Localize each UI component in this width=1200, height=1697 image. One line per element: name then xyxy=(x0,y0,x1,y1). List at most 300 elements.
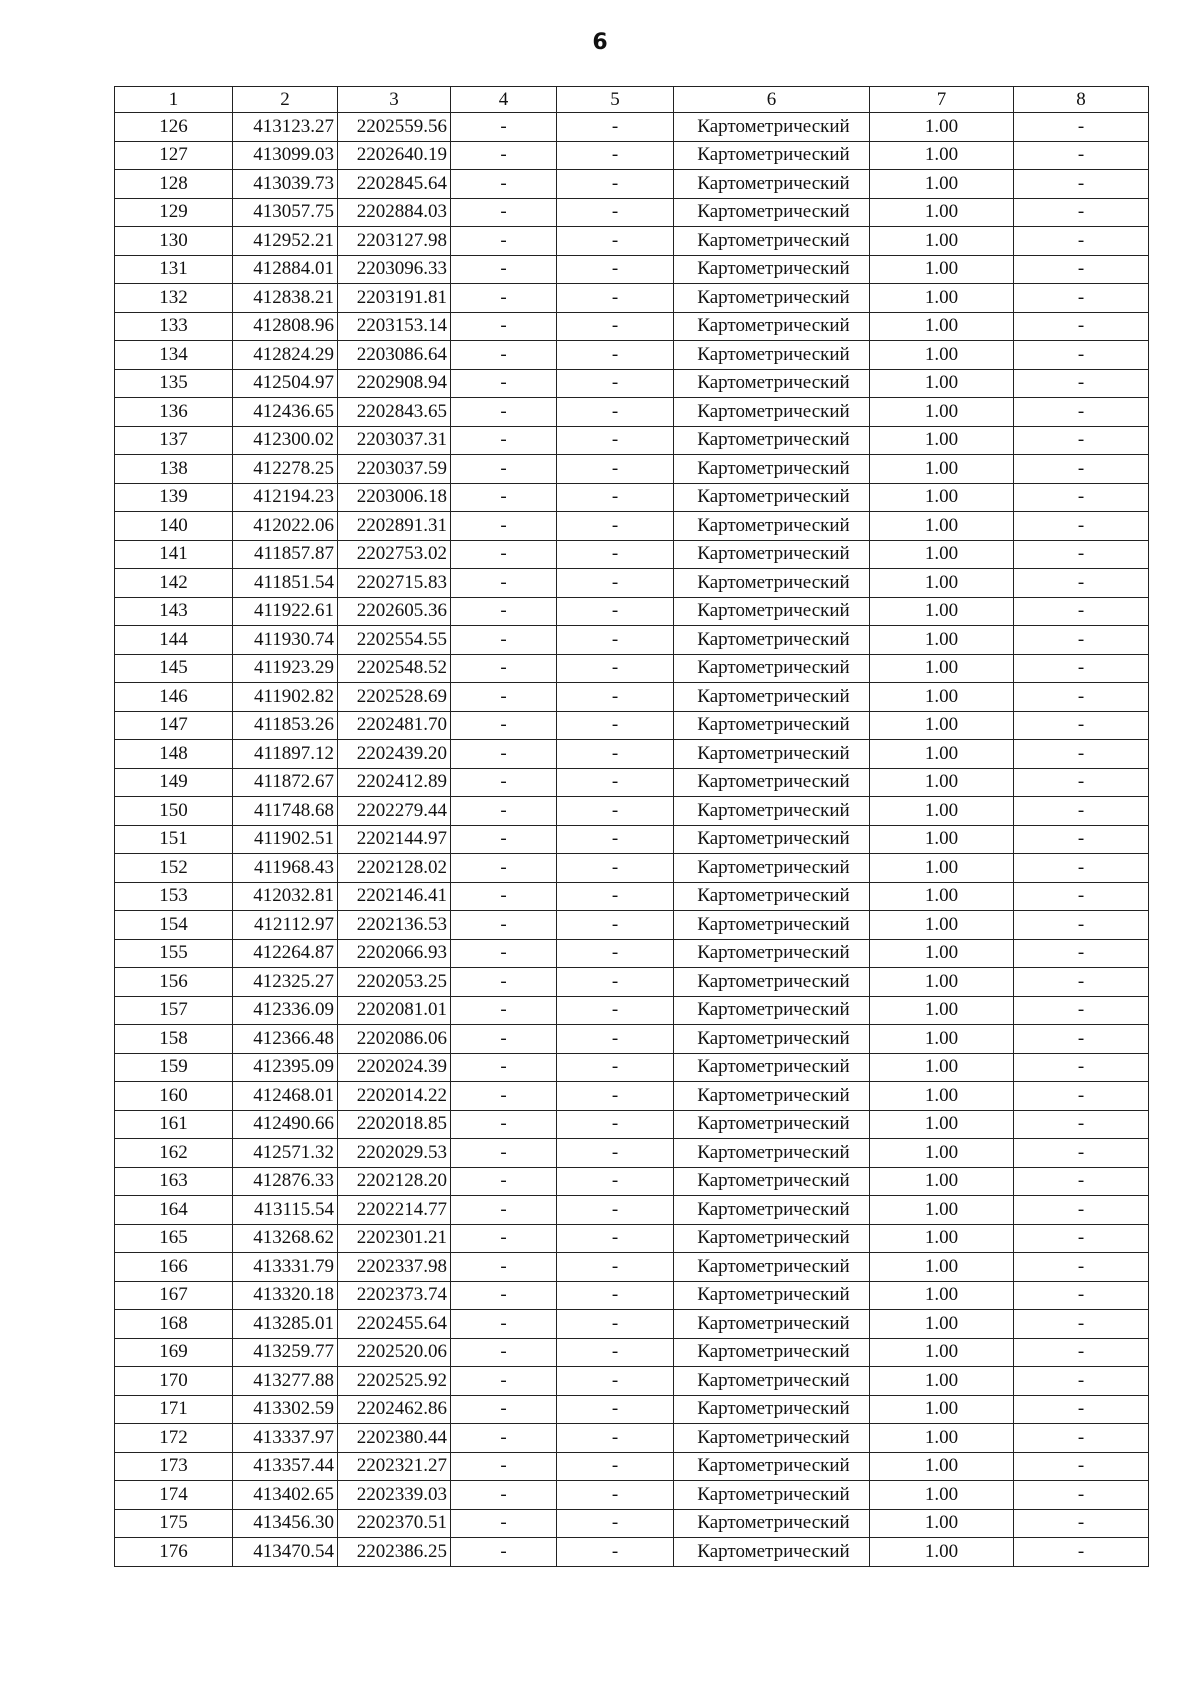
method-cell: Картометрический xyxy=(674,1310,870,1339)
y-coordinate-cell: 2202018.85 xyxy=(338,1110,451,1139)
method-cell: Картометрический xyxy=(674,227,870,256)
column-8-cell: - xyxy=(1014,113,1149,142)
table-row xyxy=(115,1338,1149,1367)
y-coordinate-cell: 2202373.74 xyxy=(338,1281,451,1310)
point-number-cell: 167 xyxy=(115,1281,233,1310)
coordinates-table xyxy=(114,86,1149,1567)
column-8-cell: - xyxy=(1014,882,1149,911)
point-number-cell: 138 xyxy=(115,455,233,484)
column-5-cell: - xyxy=(557,1338,674,1367)
x-coordinate-cell: 411902.51 xyxy=(233,825,338,854)
x-coordinate-cell: 411857.87 xyxy=(233,540,338,569)
y-coordinate-cell: 2202339.03 xyxy=(338,1481,451,1510)
accuracy-cell: 1.00 xyxy=(870,1253,1014,1282)
accuracy-cell: 1.00 xyxy=(870,455,1014,484)
x-coordinate-cell: 412490.66 xyxy=(233,1110,338,1139)
point-number-cell: 132 xyxy=(115,284,233,313)
column-4-cell: - xyxy=(451,540,557,569)
table-row xyxy=(115,1310,1149,1339)
y-coordinate-cell: 2202380.44 xyxy=(338,1424,451,1453)
column-8-cell: - xyxy=(1014,1310,1149,1339)
column-5-cell: - xyxy=(557,597,674,626)
accuracy-cell: 1.00 xyxy=(870,113,1014,142)
method-cell: Картометрический xyxy=(674,1338,870,1367)
column-8-cell: - xyxy=(1014,1224,1149,1253)
y-coordinate-cell: 2202146.41 xyxy=(338,882,451,911)
table-row xyxy=(115,768,1149,797)
column-8-cell: - xyxy=(1014,996,1149,1025)
point-number-cell: 147 xyxy=(115,711,233,740)
accuracy-cell: 1.00 xyxy=(870,141,1014,170)
column-5-cell: - xyxy=(557,626,674,655)
column-8-cell: - xyxy=(1014,284,1149,313)
method-cell: Картометрический xyxy=(674,1481,870,1510)
column-5-cell: - xyxy=(557,996,674,1025)
accuracy-cell: 1.00 xyxy=(870,1538,1014,1567)
method-cell: Картометрический xyxy=(674,540,870,569)
x-coordinate-cell: 412884.01 xyxy=(233,255,338,284)
point-number-cell: 157 xyxy=(115,996,233,1025)
accuracy-cell: 1.00 xyxy=(870,711,1014,740)
x-coordinate-cell: 411851.54 xyxy=(233,569,338,598)
column-5-cell: - xyxy=(557,369,674,398)
column-8-cell: - xyxy=(1014,198,1149,227)
method-cell: Картометрический xyxy=(674,597,870,626)
table-row xyxy=(115,1053,1149,1082)
point-number-cell: 144 xyxy=(115,626,233,655)
y-coordinate-cell: 2202605.36 xyxy=(338,597,451,626)
point-number-cell: 143 xyxy=(115,597,233,626)
column-4-cell: - xyxy=(451,597,557,626)
point-number-cell: 145 xyxy=(115,654,233,683)
y-coordinate-cell: 2202715.83 xyxy=(338,569,451,598)
y-coordinate-cell: 2202481.70 xyxy=(338,711,451,740)
column-5-cell: - xyxy=(557,1281,674,1310)
table-row xyxy=(115,540,1149,569)
point-number-cell: 148 xyxy=(115,740,233,769)
column-8-cell: - xyxy=(1014,1167,1149,1196)
method-cell: Картометрический xyxy=(674,939,870,968)
table-row xyxy=(115,1509,1149,1538)
column-4-cell: - xyxy=(451,1310,557,1339)
y-coordinate-cell: 2202891.31 xyxy=(338,512,451,541)
table-row xyxy=(115,911,1149,940)
table-row xyxy=(115,1281,1149,1310)
x-coordinate-cell: 412325.27 xyxy=(233,968,338,997)
accuracy-cell: 1.00 xyxy=(870,1196,1014,1225)
point-number-cell: 134 xyxy=(115,341,233,370)
column-8-cell: - xyxy=(1014,1082,1149,1111)
x-coordinate-cell: 413337.97 xyxy=(233,1424,338,1453)
x-coordinate-cell: 411968.43 xyxy=(233,854,338,883)
accuracy-cell: 1.00 xyxy=(870,1338,1014,1367)
point-number-cell: 139 xyxy=(115,483,233,512)
method-cell: Картометрический xyxy=(674,911,870,940)
x-coordinate-cell: 412366.48 xyxy=(233,1025,338,1054)
column-5-cell: - xyxy=(557,512,674,541)
column-8-cell: - xyxy=(1014,1395,1149,1424)
column-4-cell: - xyxy=(451,768,557,797)
column-8-cell: - xyxy=(1014,398,1149,427)
x-coordinate-cell: 411853.26 xyxy=(233,711,338,740)
method-cell: Картометрический xyxy=(674,341,870,370)
point-number-cell: 129 xyxy=(115,198,233,227)
column-header: 5 xyxy=(557,87,674,113)
y-coordinate-cell: 2202029.53 xyxy=(338,1139,451,1168)
table-row xyxy=(115,1025,1149,1054)
y-coordinate-cell: 2202024.39 xyxy=(338,1053,451,1082)
y-coordinate-cell: 2202086.06 xyxy=(338,1025,451,1054)
accuracy-cell: 1.00 xyxy=(870,1509,1014,1538)
column-8-cell: - xyxy=(1014,1509,1149,1538)
x-coordinate-cell: 412278.25 xyxy=(233,455,338,484)
accuracy-cell: 1.00 xyxy=(870,996,1014,1025)
y-coordinate-cell: 2202053.25 xyxy=(338,968,451,997)
accuracy-cell: 1.00 xyxy=(870,626,1014,655)
y-coordinate-cell: 2202525.92 xyxy=(338,1367,451,1396)
method-cell: Картометрический xyxy=(674,1139,870,1168)
x-coordinate-cell: 412436.65 xyxy=(233,398,338,427)
column-5-cell: - xyxy=(557,483,674,512)
table-row xyxy=(115,1395,1149,1424)
accuracy-cell: 1.00 xyxy=(870,1224,1014,1253)
column-5-cell: - xyxy=(557,939,674,968)
column-4-cell: - xyxy=(451,797,557,826)
x-coordinate-cell: 413320.18 xyxy=(233,1281,338,1310)
column-4-cell: - xyxy=(451,654,557,683)
point-number-cell: 150 xyxy=(115,797,233,826)
column-8-cell: - xyxy=(1014,312,1149,341)
table-row xyxy=(115,1082,1149,1111)
y-coordinate-cell: 2202439.20 xyxy=(338,740,451,769)
column-8-cell: - xyxy=(1014,1053,1149,1082)
column-8-cell: - xyxy=(1014,825,1149,854)
point-number-cell: 175 xyxy=(115,1509,233,1538)
x-coordinate-cell: 411872.67 xyxy=(233,768,338,797)
column-5-cell: - xyxy=(557,740,674,769)
point-number-cell: 135 xyxy=(115,369,233,398)
y-coordinate-cell: 2203153.14 xyxy=(338,312,451,341)
method-cell: Картометрический xyxy=(674,113,870,142)
accuracy-cell: 1.00 xyxy=(870,312,1014,341)
page-number: 6 xyxy=(592,30,608,55)
column-4-cell: - xyxy=(451,1367,557,1396)
column-4-cell: - xyxy=(451,1538,557,1567)
column-5-cell: - xyxy=(557,968,674,997)
point-number-cell: 158 xyxy=(115,1025,233,1054)
accuracy-cell: 1.00 xyxy=(870,227,1014,256)
method-cell: Картометрический xyxy=(674,426,870,455)
x-coordinate-cell: 413456.30 xyxy=(233,1509,338,1538)
accuracy-cell: 1.00 xyxy=(870,683,1014,712)
y-coordinate-cell: 2202845.64 xyxy=(338,170,451,199)
x-coordinate-cell: 412824.29 xyxy=(233,341,338,370)
y-coordinate-cell: 2202337.98 xyxy=(338,1253,451,1282)
method-cell: Картометрический xyxy=(674,1053,870,1082)
accuracy-cell: 1.00 xyxy=(870,768,1014,797)
accuracy-cell: 1.00 xyxy=(870,255,1014,284)
column-8-cell: - xyxy=(1014,1025,1149,1054)
point-number-cell: 166 xyxy=(115,1253,233,1282)
table-body xyxy=(115,113,1149,1567)
table-row xyxy=(115,141,1149,170)
point-number-cell: 176 xyxy=(115,1538,233,1567)
method-cell: Картометрический xyxy=(674,1167,870,1196)
column-8-cell: - xyxy=(1014,1481,1149,1510)
x-coordinate-cell: 412808.96 xyxy=(233,312,338,341)
x-coordinate-cell: 411902.82 xyxy=(233,683,338,712)
accuracy-cell: 1.00 xyxy=(870,369,1014,398)
column-8-cell: - xyxy=(1014,540,1149,569)
column-4-cell: - xyxy=(451,740,557,769)
column-8-cell: - xyxy=(1014,369,1149,398)
column-header: 8 xyxy=(1014,87,1149,113)
column-8-cell: - xyxy=(1014,1452,1149,1481)
accuracy-cell: 1.00 xyxy=(870,198,1014,227)
point-number-cell: 155 xyxy=(115,939,233,968)
column-8-cell: - xyxy=(1014,626,1149,655)
column-8-cell: - xyxy=(1014,711,1149,740)
y-coordinate-cell: 2202908.94 xyxy=(338,369,451,398)
method-cell: Картометрический xyxy=(674,626,870,655)
method-cell: Картометрический xyxy=(674,1395,870,1424)
column-5-cell: - xyxy=(557,825,674,854)
x-coordinate-cell: 411923.29 xyxy=(233,654,338,683)
column-8-cell: - xyxy=(1014,227,1149,256)
column-5-cell: - xyxy=(557,198,674,227)
column-5-cell: - xyxy=(557,1253,674,1282)
y-coordinate-cell: 2202279.44 xyxy=(338,797,451,826)
method-cell: Картометрический xyxy=(674,198,870,227)
y-coordinate-cell: 2202528.69 xyxy=(338,683,451,712)
column-8-cell: - xyxy=(1014,512,1149,541)
method-cell: Картометрический xyxy=(674,1253,870,1282)
table-row xyxy=(115,1481,1149,1510)
column-5-cell: - xyxy=(557,569,674,598)
y-coordinate-cell: 2203037.59 xyxy=(338,455,451,484)
column-5-cell: - xyxy=(557,455,674,484)
column-8-cell: - xyxy=(1014,483,1149,512)
point-number-cell: 128 xyxy=(115,170,233,199)
column-8-cell: - xyxy=(1014,597,1149,626)
column-4-cell: - xyxy=(451,483,557,512)
table-header-row xyxy=(115,87,1149,113)
method-cell: Картометрический xyxy=(674,882,870,911)
column-5-cell: - xyxy=(557,1509,674,1538)
column-header: 2 xyxy=(233,87,338,113)
accuracy-cell: 1.00 xyxy=(870,1110,1014,1139)
method-cell: Картометрический xyxy=(674,1281,870,1310)
column-8-cell: - xyxy=(1014,683,1149,712)
y-coordinate-cell: 2202753.02 xyxy=(338,540,451,569)
method-cell: Картометрический xyxy=(674,141,870,170)
column-8-cell: - xyxy=(1014,141,1149,170)
y-coordinate-cell: 2203096.33 xyxy=(338,255,451,284)
column-header: 1 xyxy=(115,87,233,113)
y-coordinate-cell: 2203037.31 xyxy=(338,426,451,455)
column-header: 4 xyxy=(451,87,557,113)
table-row xyxy=(115,255,1149,284)
column-5-cell: - xyxy=(557,683,674,712)
table-row xyxy=(115,170,1149,199)
column-4-cell: - xyxy=(451,512,557,541)
table-row xyxy=(115,1196,1149,1225)
x-coordinate-cell: 413259.77 xyxy=(233,1338,338,1367)
column-8-cell: - xyxy=(1014,341,1149,370)
method-cell: Картометрический xyxy=(674,854,870,883)
column-4-cell: - xyxy=(451,1281,557,1310)
point-number-cell: 130 xyxy=(115,227,233,256)
y-coordinate-cell: 2202144.97 xyxy=(338,825,451,854)
x-coordinate-cell: 412838.21 xyxy=(233,284,338,313)
column-5-cell: - xyxy=(557,1082,674,1111)
method-cell: Картометрический xyxy=(674,369,870,398)
column-8-cell: - xyxy=(1014,1367,1149,1396)
column-4-cell: - xyxy=(451,455,557,484)
x-coordinate-cell: 413115.54 xyxy=(233,1196,338,1225)
point-number-cell: 151 xyxy=(115,825,233,854)
column-5-cell: - xyxy=(557,1196,674,1225)
x-coordinate-cell: 412300.02 xyxy=(233,426,338,455)
column-5-cell: - xyxy=(557,882,674,911)
table-row xyxy=(115,455,1149,484)
point-number-cell: 154 xyxy=(115,911,233,940)
column-4-cell: - xyxy=(451,626,557,655)
y-coordinate-cell: 2202370.51 xyxy=(338,1509,451,1538)
column-header: 7 xyxy=(870,87,1014,113)
column-4-cell: - xyxy=(451,255,557,284)
point-number-cell: 141 xyxy=(115,540,233,569)
point-number-cell: 169 xyxy=(115,1338,233,1367)
accuracy-cell: 1.00 xyxy=(870,1082,1014,1111)
point-number-cell: 162 xyxy=(115,1139,233,1168)
accuracy-cell: 1.00 xyxy=(870,1395,1014,1424)
point-number-cell: 149 xyxy=(115,768,233,797)
column-5-cell: - xyxy=(557,1139,674,1168)
table-row xyxy=(115,341,1149,370)
y-coordinate-cell: 2202412.89 xyxy=(338,768,451,797)
y-coordinate-cell: 2203191.81 xyxy=(338,284,451,313)
column-4-cell: - xyxy=(451,1139,557,1168)
column-5-cell: - xyxy=(557,255,674,284)
column-4-cell: - xyxy=(451,284,557,313)
table-row xyxy=(115,1167,1149,1196)
table-row xyxy=(115,1253,1149,1282)
column-8-cell: - xyxy=(1014,1281,1149,1310)
point-number-cell: 164 xyxy=(115,1196,233,1225)
y-coordinate-cell: 2202128.20 xyxy=(338,1167,451,1196)
point-number-cell: 172 xyxy=(115,1424,233,1453)
column-5-cell: - xyxy=(557,227,674,256)
column-5-cell: - xyxy=(557,797,674,826)
column-4-cell: - xyxy=(451,854,557,883)
column-5-cell: - xyxy=(557,911,674,940)
x-coordinate-cell: 413470.54 xyxy=(233,1538,338,1567)
point-number-cell: 165 xyxy=(115,1224,233,1253)
accuracy-cell: 1.00 xyxy=(870,1310,1014,1339)
table-row xyxy=(115,825,1149,854)
accuracy-cell: 1.00 xyxy=(870,1424,1014,1453)
point-number-cell: 156 xyxy=(115,968,233,997)
column-4-cell: - xyxy=(451,398,557,427)
column-5-cell: - xyxy=(557,768,674,797)
x-coordinate-cell: 412022.06 xyxy=(233,512,338,541)
table-row xyxy=(115,113,1149,142)
table-row xyxy=(115,683,1149,712)
accuracy-cell: 1.00 xyxy=(870,284,1014,313)
column-5-cell: - xyxy=(557,1452,674,1481)
column-8-cell: - xyxy=(1014,426,1149,455)
y-coordinate-cell: 2202843.65 xyxy=(338,398,451,427)
table-row xyxy=(115,1424,1149,1453)
column-8-cell: - xyxy=(1014,911,1149,940)
column-4-cell: - xyxy=(451,426,557,455)
column-4-cell: - xyxy=(451,911,557,940)
accuracy-cell: 1.00 xyxy=(870,1281,1014,1310)
y-coordinate-cell: 2202884.03 xyxy=(338,198,451,227)
y-coordinate-cell: 2202136.53 xyxy=(338,911,451,940)
y-coordinate-cell: 2203006.18 xyxy=(338,483,451,512)
method-cell: Картометрический xyxy=(674,825,870,854)
x-coordinate-cell: 412571.32 xyxy=(233,1139,338,1168)
column-8-cell: - xyxy=(1014,1424,1149,1453)
column-4-cell: - xyxy=(451,1452,557,1481)
point-number-cell: 131 xyxy=(115,255,233,284)
column-5-cell: - xyxy=(557,1025,674,1054)
table-row xyxy=(115,369,1149,398)
table-row xyxy=(115,996,1149,1025)
column-5-cell: - xyxy=(557,1481,674,1510)
x-coordinate-cell: 412395.09 xyxy=(233,1053,338,1082)
column-4-cell: - xyxy=(451,1110,557,1139)
column-5-cell: - xyxy=(557,113,674,142)
y-coordinate-cell: 2202520.06 xyxy=(338,1338,451,1367)
point-number-cell: 126 xyxy=(115,113,233,142)
accuracy-cell: 1.00 xyxy=(870,426,1014,455)
column-4-cell: - xyxy=(451,996,557,1025)
accuracy-cell: 1.00 xyxy=(870,569,1014,598)
column-4-cell: - xyxy=(451,1196,557,1225)
x-coordinate-cell: 412112.97 xyxy=(233,911,338,940)
method-cell: Картометрический xyxy=(674,1424,870,1453)
accuracy-cell: 1.00 xyxy=(870,1452,1014,1481)
y-coordinate-cell: 2202554.55 xyxy=(338,626,451,655)
column-5-cell: - xyxy=(557,341,674,370)
column-8-cell: - xyxy=(1014,1338,1149,1367)
accuracy-cell: 1.00 xyxy=(870,654,1014,683)
method-cell: Картометрический xyxy=(674,711,870,740)
accuracy-cell: 1.00 xyxy=(870,1481,1014,1510)
column-4-cell: - xyxy=(451,312,557,341)
point-number-cell: 140 xyxy=(115,512,233,541)
column-8-cell: - xyxy=(1014,797,1149,826)
point-number-cell: 170 xyxy=(115,1367,233,1396)
column-4-cell: - xyxy=(451,141,557,170)
x-coordinate-cell: 411897.12 xyxy=(233,740,338,769)
point-number-cell: 168 xyxy=(115,1310,233,1339)
point-number-cell: 146 xyxy=(115,683,233,712)
method-cell: Картометрический xyxy=(674,1538,870,1567)
column-8-cell: - xyxy=(1014,1110,1149,1139)
y-coordinate-cell: 2202386.25 xyxy=(338,1538,451,1567)
accuracy-cell: 1.00 xyxy=(870,170,1014,199)
x-coordinate-cell: 413057.75 xyxy=(233,198,338,227)
column-4-cell: - xyxy=(451,569,557,598)
method-cell: Картометрический xyxy=(674,683,870,712)
y-coordinate-cell: 2202548.52 xyxy=(338,654,451,683)
column-5-cell: - xyxy=(557,170,674,199)
point-number-cell: 160 xyxy=(115,1082,233,1111)
